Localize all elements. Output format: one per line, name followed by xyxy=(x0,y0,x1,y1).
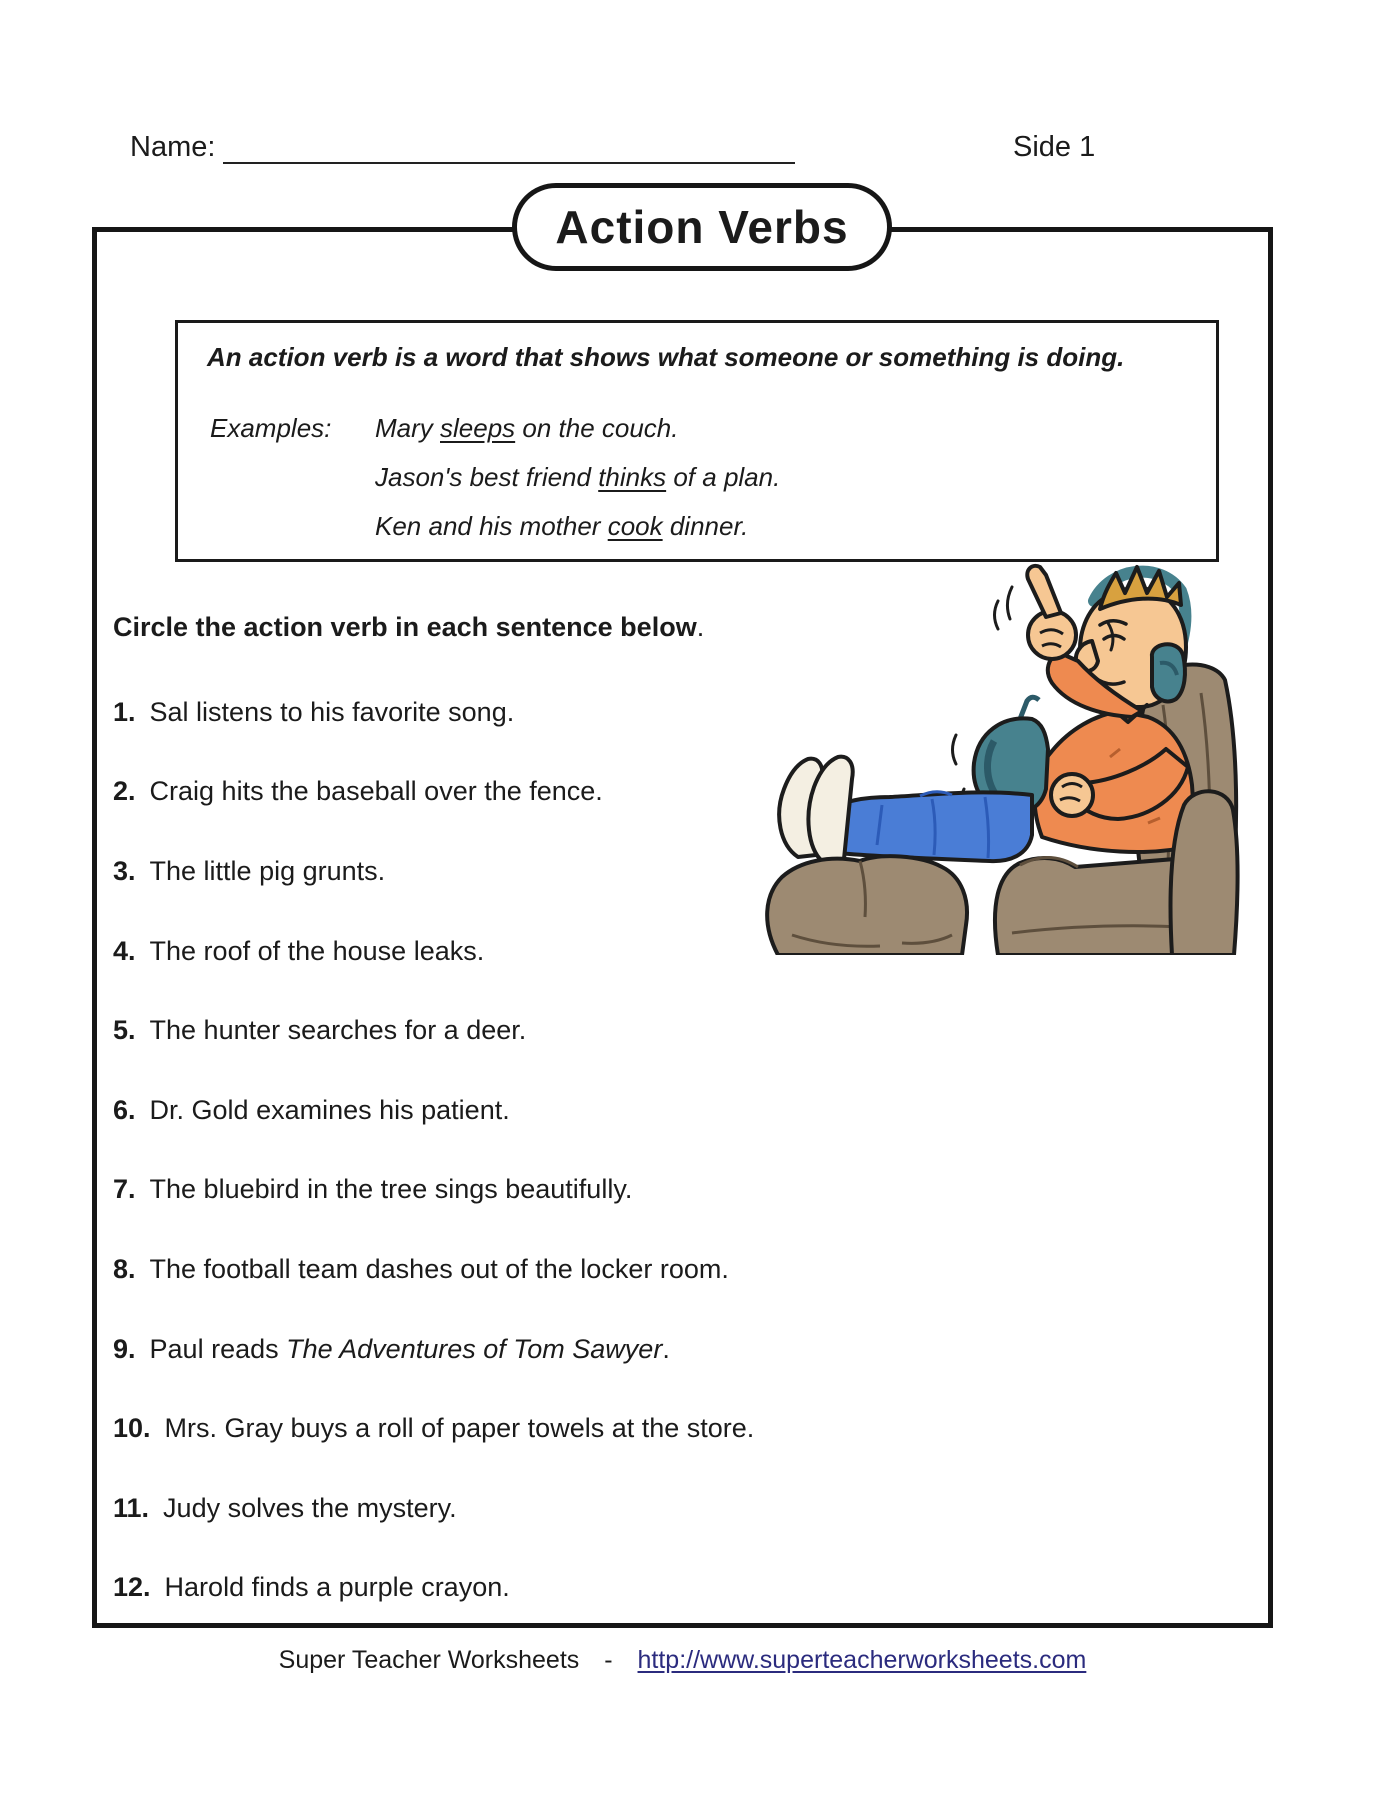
footer xyxy=(92,1646,1273,1675)
sentence-item-9 xyxy=(113,1334,670,1365)
side-label: Side 1 xyxy=(1013,131,1096,163)
instruction-text: Circle the action verb in each sentence below xyxy=(113,612,697,642)
item-text: Harold finds a purple crayon. xyxy=(164,1572,510,1602)
footer-separator: - xyxy=(604,1646,613,1674)
example-post: dinner. xyxy=(662,511,749,541)
item-number: 4. xyxy=(113,936,136,966)
item-text: The roof of the house leaks. xyxy=(149,936,485,966)
item-book-title: The Adventures of Tom Sawyer xyxy=(286,1334,663,1364)
item-number: 12. xyxy=(113,1572,151,1602)
definition-text: An action verb is a word that shows what someone or something is doing. xyxy=(207,342,1125,372)
item-text: Paul reads xyxy=(149,1334,287,1364)
example-pre: Ken and his mother xyxy=(375,511,608,541)
examples-label: Examples: xyxy=(210,413,332,443)
sentence-item-5 xyxy=(113,1015,526,1046)
example-verb: cook xyxy=(607,511,663,541)
name-blank[interactable] xyxy=(223,136,795,164)
example-sentence xyxy=(375,413,679,444)
title-pill xyxy=(512,183,892,271)
sentence-item-12 xyxy=(113,1572,510,1603)
item-number: 11. xyxy=(113,1493,150,1523)
item-number: 2. xyxy=(113,776,136,806)
example-verb: thinks xyxy=(598,462,667,492)
item-text: Judy solves the mystery. xyxy=(163,1493,457,1523)
item-text: . xyxy=(662,1334,670,1364)
item-number: 3. xyxy=(113,856,136,886)
example-post: on the couch. xyxy=(515,413,679,443)
item-text: Craig hits the baseball over the fence. xyxy=(149,776,603,806)
sentence-item-7 xyxy=(113,1174,632,1205)
example-post: of a plan. xyxy=(666,462,781,492)
sentence-item-10 xyxy=(113,1413,754,1444)
example-verb: sleeps xyxy=(440,413,516,443)
recliner-man-graphic xyxy=(680,505,1240,955)
item-text: Mrs. Gray buys a roll of paper towels at the store. xyxy=(164,1413,755,1443)
name-label: Name: xyxy=(130,131,216,163)
sentence-item-3 xyxy=(113,856,385,887)
example-pre: Jason's best friend xyxy=(375,462,599,492)
footer-brand: Super Teacher Worksheets xyxy=(278,1646,580,1674)
sentence-item-2 xyxy=(113,776,603,807)
item-number: 1. xyxy=(113,697,136,727)
item-number: 5. xyxy=(113,1015,136,1045)
item-number: 9. xyxy=(113,1334,136,1364)
item-text: The hunter searches for a deer. xyxy=(149,1015,527,1045)
item-number: 7. xyxy=(113,1174,136,1204)
page-title: Action Verbs xyxy=(555,201,849,253)
item-text: Sal listens to his favorite song. xyxy=(149,697,515,727)
item-number: 6. xyxy=(113,1095,136,1125)
listening-man-illustration xyxy=(680,505,1240,955)
sentence-item-6 xyxy=(113,1095,510,1126)
example-pre: Mary xyxy=(375,413,440,443)
item-number: 10. xyxy=(113,1413,151,1443)
sentence-item-4 xyxy=(113,936,484,967)
name-row xyxy=(130,131,795,164)
item-number: 8. xyxy=(113,1254,136,1284)
sentence-item-1 xyxy=(113,697,514,728)
item-text: The little pig grunts. xyxy=(149,856,386,886)
instruction-period: . xyxy=(696,612,705,642)
item-text: Dr. Gold examines his patient. xyxy=(149,1095,510,1125)
sentence-item-8 xyxy=(113,1254,729,1285)
item-text: The football team dashes out of the locker room. xyxy=(149,1254,729,1284)
instruction xyxy=(113,612,704,643)
item-text: The bluebird in the tree sings beautifully. xyxy=(149,1174,633,1204)
example-sentence xyxy=(375,462,780,493)
footer-link[interactable]: http://www.superteacherworksheets.com xyxy=(637,1646,1087,1674)
sentence-item-11 xyxy=(113,1493,457,1524)
